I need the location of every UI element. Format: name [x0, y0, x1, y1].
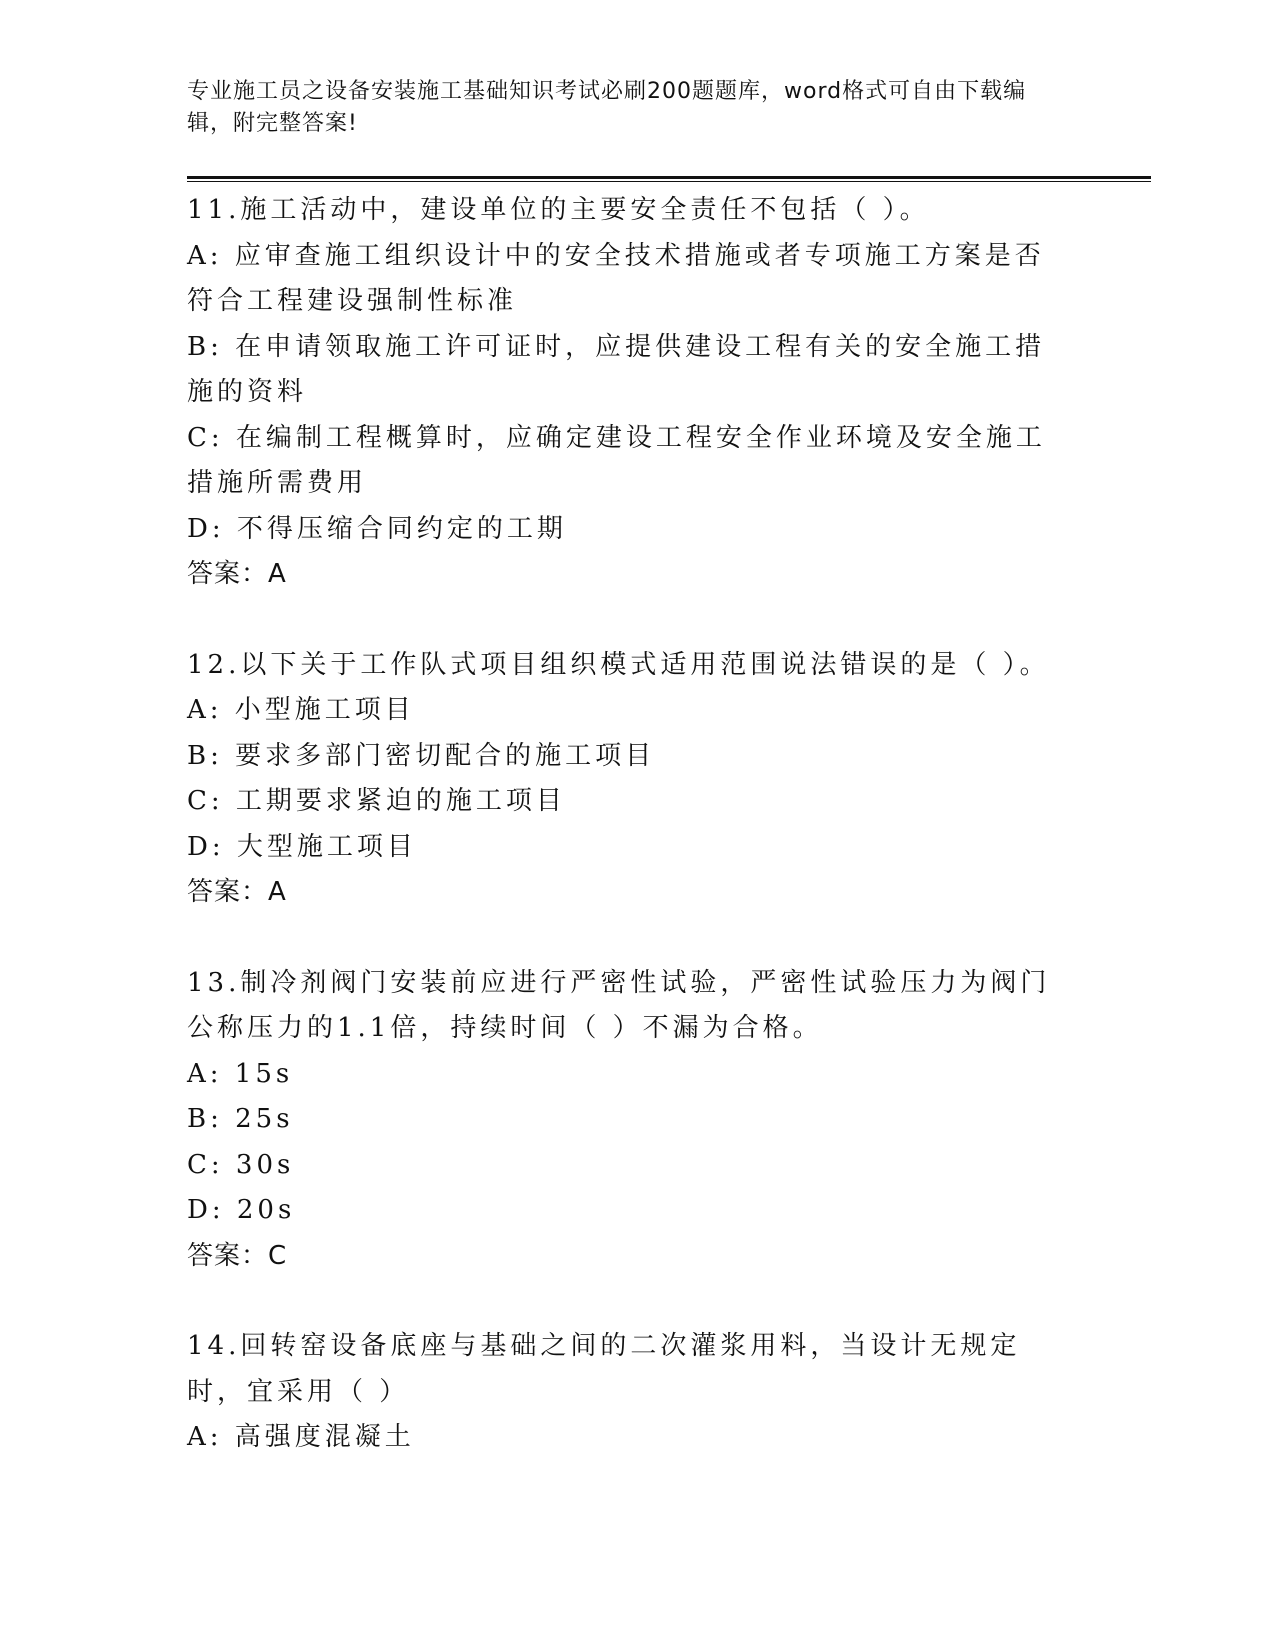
- header-divider-thin: [187, 181, 1151, 182]
- option-c: C: 30s: [187, 1149, 295, 1180]
- option-b: B: 25s: [187, 1104, 294, 1134]
- option-c: C: 工期要求紧迫的施工项目: [187, 786, 566, 816]
- option-a: A: 应审查施工组织设计中的安全技术措施或者专项施工方案是否符合工程建设强制性标准: [187, 240, 1045, 316]
- option-d: D: 不得压缩合同约定的工期: [187, 513, 567, 544]
- option-b: B: 在申请领取施工许可证时，应提供建设工程有关的安全施工措施的资料: [187, 331, 1046, 407]
- question-13: [187, 961, 1067, 1280]
- answer: 答案：C: [187, 1240, 288, 1271]
- document-title: 专业施工员之设备安装施工基础知识考试必刷200题题库，word格式可自由下载编辑，附完整答案!: [187, 79, 1027, 136]
- question-stem: 11.施工活动中，建设单位的主要安全责任不包括（ ）。: [187, 195, 930, 225]
- question-14: [187, 1324, 1067, 1461]
- option-a: A: 15s: [187, 1058, 294, 1089]
- answer: 答案：A: [187, 559, 287, 589]
- question-list: [187, 188, 1067, 1506]
- question-stem: 13.制冷剂阀门安装前应进行严密性试验，严密性试验压力为阀门公称压力的1.1倍，持续时间（ ）不漏为合格。: [187, 967, 1051, 1043]
- option-d: D: 20s: [187, 1195, 296, 1225]
- answer: 答案：A: [187, 877, 287, 907]
- header-divider-thick: [187, 176, 1151, 179]
- option-a: A: 高强度混凝土: [187, 1422, 415, 1452]
- option-a: A: 小型施工项目: [187, 695, 415, 725]
- option-b: B: 要求多部门密切配合的施工项目: [187, 740, 656, 771]
- question-11: [187, 188, 1067, 598]
- question-12: [187, 643, 1067, 916]
- question-stem: 12.以下关于工作队式项目组织模式适用范围说法错误的是（ ）。: [187, 649, 1050, 680]
- option-d: D: 大型施工项目: [187, 831, 417, 862]
- question-stem: 14.回转窑设备底座与基础之间的二次灌浆用料，当设计无规定时，宜采用（ ）: [187, 1331, 1021, 1407]
- option-c: C: 在编制工程概算时，应确定建设工程安全作业环境及安全施工措施所需费用: [187, 422, 1046, 498]
- document-header: [187, 76, 1067, 140]
